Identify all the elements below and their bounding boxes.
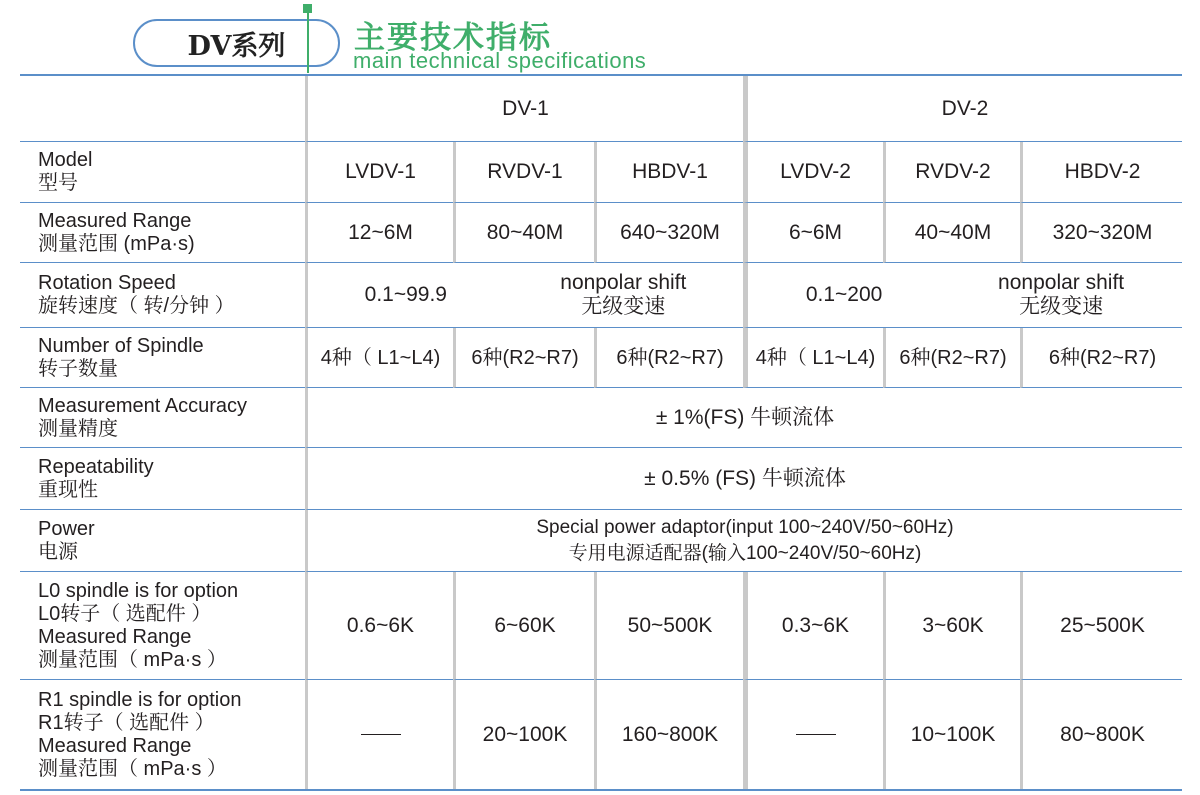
model-hbdv2: HBDV-2 (1020, 142, 1182, 203)
table-bottom-rule (20, 789, 1182, 791)
spindle-value: 6种(R2~R7) (453, 328, 594, 388)
header-blank (20, 76, 305, 142)
range-value: 6~6M (743, 203, 883, 263)
speed-dv1-note-cn: 无级变速 (581, 295, 666, 318)
l0-value: 3~60K (883, 572, 1020, 680)
row-label-speed: Rotation Speed 旋转速度（ 转/分钟 ） (20, 263, 305, 328)
spindle-value: 6种(R2~R7) (1020, 328, 1182, 388)
group-dv1: DV-1 (305, 76, 743, 142)
speed-dv2-note-en: nonpolar shift (998, 271, 1125, 294)
power-value (305, 510, 1182, 572)
range-value: 640~320M (594, 203, 743, 263)
l0-value: 0.3~6K (743, 572, 883, 680)
range-value: 320~320M (1020, 203, 1182, 263)
speed-dv2 (743, 263, 1182, 328)
range-value: 12~6M (305, 203, 453, 263)
group-dv2: DV-2 (743, 76, 1182, 142)
row-label-l0: L0 spindle is for option L0转子（ 选配件 ） Measured Range 测量范围（ mPa·s ） (20, 572, 305, 680)
title-chinese: 主要技术指标 (354, 20, 552, 56)
l0-value: 25~500K (1020, 572, 1182, 680)
row-label-accuracy: Measurement Accuracy 测量精度 (20, 388, 305, 448)
spindle-value: 4种（ L1~L4) (743, 328, 883, 388)
model-lvdv2: LVDV-2 (743, 142, 883, 203)
spindle-value: 6种(R2~R7) (883, 328, 1020, 388)
speed-dv1-note-en: nonpolar shift (560, 271, 687, 294)
speed-dv2-note-cn: 无级变速 (1019, 295, 1104, 318)
l0-value: 50~500K (594, 572, 743, 680)
series-badge (133, 19, 340, 67)
speed-dv1 (305, 263, 743, 328)
accuracy-value: ± 1%(FS) 牛顿流体 (305, 388, 1182, 448)
title-english: main technical specifications (353, 48, 647, 73)
row-label-model: Model 型号 (20, 142, 305, 203)
dash-mark (361, 734, 401, 736)
row-label-power: Power 电源 (20, 510, 305, 572)
dash-mark (796, 734, 836, 736)
spec-table (20, 76, 1182, 789)
row-label-spindle: Number of Spindle 转子数量 (20, 328, 305, 388)
r1-empty-dash (743, 680, 883, 789)
row-label-repeatability: Repeatability 重现性 (20, 448, 305, 510)
power-value-en: Special power adaptor(input 100~240V/50~60Hz) (536, 516, 954, 538)
speed-dv2-value: 0.1~200 (805, 283, 883, 306)
model-hbdv1: HBDV-1 (594, 142, 743, 203)
accent-square (303, 4, 312, 13)
r1-value: 160~800K (594, 680, 743, 789)
r1-empty-dash (305, 680, 453, 789)
repeatability-value: ± 0.5% (FS) 牛顿流体 (305, 448, 1182, 510)
r1-value: 20~100K (453, 680, 594, 789)
accent-line (307, 13, 309, 73)
model-lvdv1: LVDV-1 (305, 142, 453, 203)
r1-value: 10~100K (883, 680, 1020, 789)
row-label-r1: R1 spindle is for option R1转子（ 选配件 ） Measured Range 测量范围（ mPa·s ） (38, 688, 242, 780)
range-value: 40~40M (883, 203, 1020, 263)
l0-value: 6~60K (453, 572, 594, 680)
r1-value: 80~800K (1020, 680, 1182, 789)
model-rvdv1: RVDV-1 (453, 142, 594, 203)
power-value-cn: 专用电源适配器(输入100~240V/50~60Hz) (568, 542, 922, 564)
series-label: DV系列 (187, 30, 286, 62)
spindle-value: 6种(R2~R7) (594, 328, 743, 388)
model-rvdv2: RVDV-2 (883, 142, 1020, 203)
range-value: 80~40M (453, 203, 594, 263)
row-label-range: Measured Range 测量范围 (mPa·s) (20, 203, 305, 263)
speed-dv1-value: 0.1~99.9 (364, 283, 447, 306)
l0-value: 0.6~6K (305, 572, 453, 680)
spindle-value: 4种（ L1~L4) (305, 328, 453, 388)
